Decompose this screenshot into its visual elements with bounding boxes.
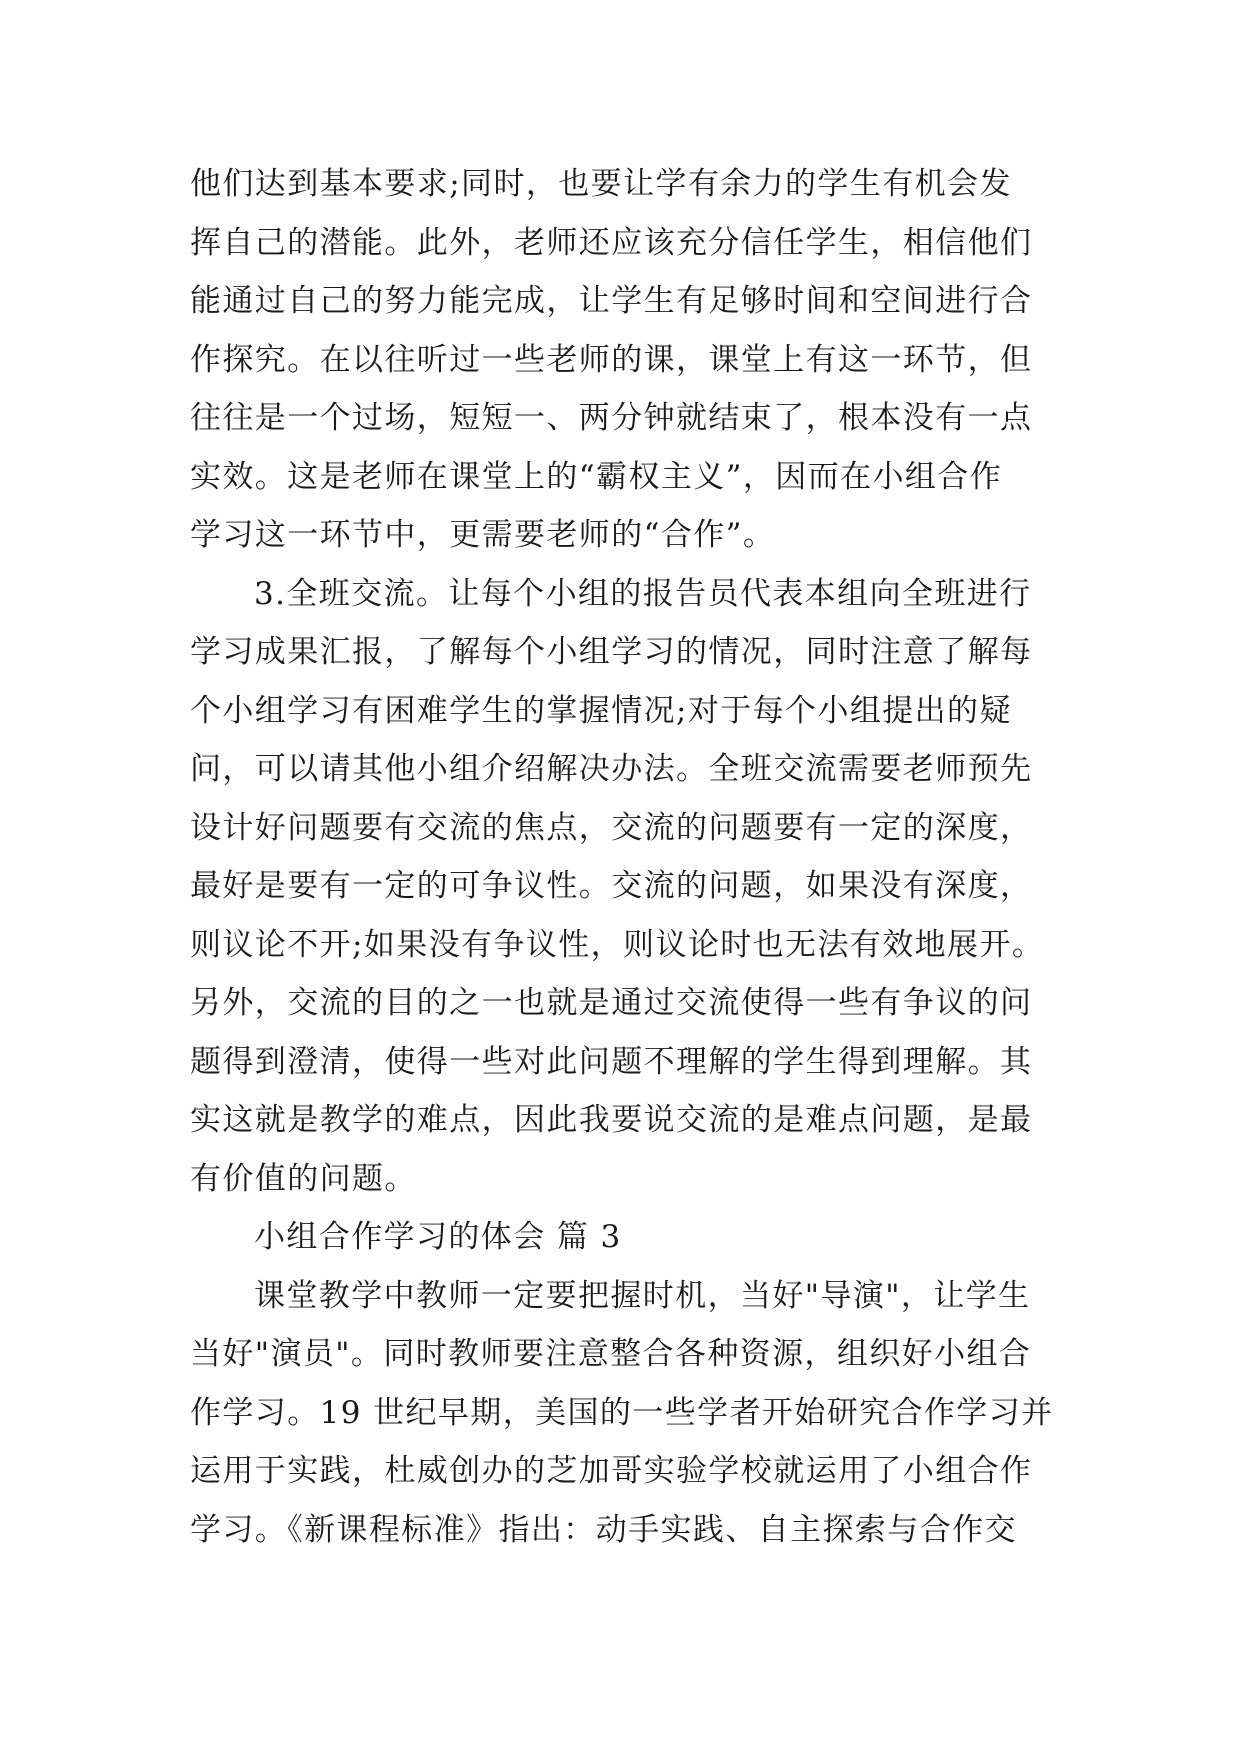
text-line: 能通过自己的努力能完成，让学生有足够时间和空间进行合 bbox=[190, 283, 1033, 319]
text-line: 最好是要有一定的可争议性。交流的问题，如果没有深度， bbox=[190, 868, 1033, 904]
section-heading: 小组合作学习的体会 篇 3 bbox=[254, 1219, 622, 1255]
text-line: 另外，交流的目的之一也就是通过交流使得一些有争议的问 bbox=[190, 985, 1033, 1021]
text-line: 运用于实践，杜威创办的芝加哥实验学校就运用了小组合作 bbox=[190, 1453, 1033, 1489]
text-line: 实效。这是老师在课堂上的“霸权主义”，因而在小组合作 bbox=[190, 458, 1003, 495]
text-line: 3.全班交流。让每个小组的报告员代表本组向全班进行 bbox=[254, 575, 1032, 612]
text-line: 学习。《新课程标准》指出：动手实践、自主探索与合作交 bbox=[190, 1511, 1017, 1548]
text-line: 当好"演员"。同时教师要注意整合各种资源，组织好小组合 bbox=[190, 1336, 1032, 1372]
text-line: 往往是一个过场，短短一、两分钟就结束了，根本没有一点 bbox=[190, 400, 1033, 436]
text-line: 作学习。19 世纪早期，美国的一些学者开始研究合作学习并 bbox=[190, 1394, 1054, 1431]
text-line: 实这就是教学的难点，因此我要说交流的是难点问题，是最 bbox=[190, 1102, 1033, 1138]
text-line: 问，可以请其他小组介绍解决办法。全班交流需要老师预先 bbox=[190, 751, 1033, 787]
text-line: 学习成果汇报，了解每个小组学习的情况，同时注意了解每 bbox=[190, 634, 1033, 670]
text-line: 学习这一环节中，更需要老师的“合作”。 bbox=[190, 517, 776, 553]
body-text bbox=[190, 155, 1062, 1559]
text-line: 挥自己的潜能。此外，老师还应该充分信任学生，相信他们 bbox=[190, 224, 1033, 261]
text-line: 题得到澄清，使得一些对此问题不理解的学生得到理解。其 bbox=[190, 1043, 1033, 1080]
text-line: 作探究。在以往听过一些老师的课，课堂上有这一环节，但 bbox=[190, 341, 1033, 378]
text-line: 个小组学习有困难学生的掌握情况;对于每个小组提出的疑 bbox=[190, 692, 1012, 729]
text-line: 设计好问题要有交流的焦点，交流的问题要有一定的深度， bbox=[190, 809, 1033, 846]
text-line: 课堂教学中教师一定要把握时机，当好"导演"，让学生 bbox=[254, 1277, 1031, 1314]
text-line: 他们达到基本要求;同时，也要让学有余力的学生有机会发 bbox=[190, 166, 1012, 202]
text-line: 有价值的问题。 bbox=[190, 1160, 417, 1197]
text-line: 则议论不开;如果没有争议性，则议论时也无法有效地展开。 bbox=[190, 926, 1045, 963]
